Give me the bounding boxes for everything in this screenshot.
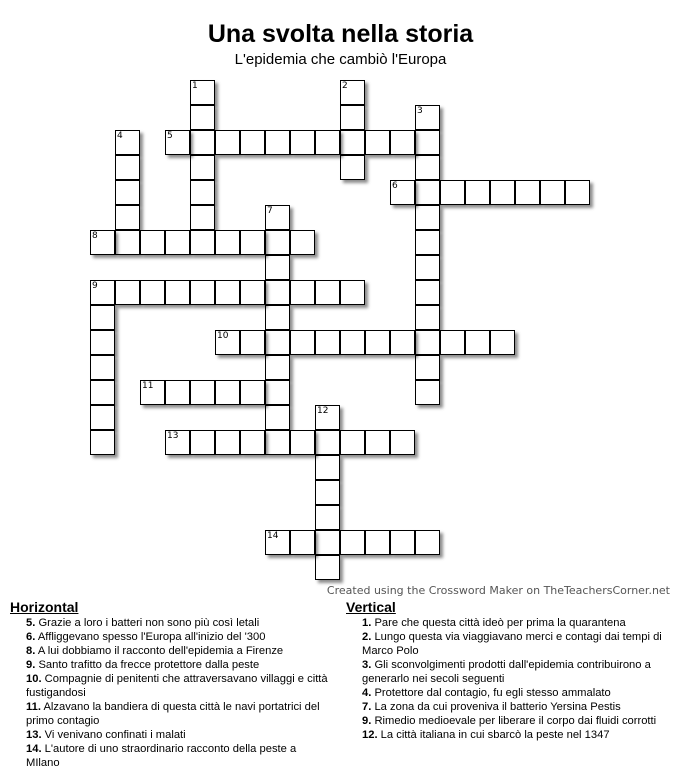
horizontal-heading: Horizontal — [10, 599, 79, 615]
clue-text: Rimedio medioevale per liberare il corpo dai fluidi corrotti — [374, 715, 657, 727]
grid-cell[interactable] — [290, 530, 315, 555]
puzzle-title: Una svolta nella storia — [207, 20, 474, 48]
grid-cell[interactable] — [315, 330, 340, 355]
clue-item — [346, 658, 676, 686]
clue-text: Gli sconvolgimenti prodotti dall'epidemia contribuirono a generarlo nei secoli seguenti — [362, 659, 651, 685]
grid-cell[interactable] — [190, 280, 215, 305]
grid-cell[interactable] — [165, 130, 190, 155]
credit-text: Created using the Crossword Maker on TheTeachersCorner.net — [326, 584, 670, 597]
grid-cell[interactable] — [190, 130, 215, 155]
cell-number: 12 — [317, 406, 329, 416]
cell-number: 14 — [267, 531, 279, 541]
grid-cell[interactable] — [340, 530, 365, 555]
grid-cell[interactable] — [190, 180, 215, 205]
grid-cell[interactable] — [415, 205, 440, 230]
grid-cell[interactable] — [465, 330, 490, 355]
grid-cell[interactable] — [240, 230, 265, 255]
grid-cell[interactable] — [165, 430, 190, 455]
grid-cell[interactable] — [90, 230, 115, 255]
grid-cell[interactable] — [490, 330, 515, 355]
grid-cell[interactable] — [90, 380, 115, 405]
grid-cell[interactable] — [440, 330, 465, 355]
grid-cell[interactable] — [190, 80, 215, 105]
grid-cell[interactable] — [390, 430, 415, 455]
grid-cell[interactable] — [140, 230, 165, 255]
clue-item — [10, 616, 330, 630]
grid-cell[interactable] — [340, 280, 365, 305]
grid-cell[interactable] — [265, 305, 290, 330]
vertical-clue-list — [346, 616, 676, 742]
grid-cell[interactable] — [190, 105, 215, 130]
grid-cell[interactable] — [265, 405, 290, 430]
grid-cell[interactable] — [240, 280, 265, 305]
clue-text: Affliggevano spesso l'Europa all'inizio del '300 — [37, 631, 266, 643]
grid-cell[interactable] — [190, 155, 215, 180]
grid-cell[interactable] — [90, 405, 115, 430]
clue-text: Compagnie di penitenti che attraversavano villaggi e città fustigandosi — [26, 673, 328, 699]
clue-number: 1. — [362, 617, 372, 629]
cell-number: 11 — [142, 381, 154, 391]
grid-cell[interactable] — [265, 230, 290, 255]
clue-text: A lui dobbiamo il racconto dell'epidemia a Firenze — [37, 645, 284, 657]
grid-cell[interactable] — [540, 180, 565, 205]
grid-cell[interactable] — [240, 330, 265, 355]
grid-cell[interactable] — [265, 530, 290, 555]
grid-cell[interactable] — [190, 205, 215, 230]
grid-cell[interactable] — [365, 330, 390, 355]
clue-number: 6. — [26, 631, 36, 643]
clue-number: 9. — [26, 659, 36, 671]
grid-cell[interactable] — [315, 480, 340, 505]
clue-item — [10, 644, 330, 658]
grid-cell[interactable] — [265, 355, 290, 380]
grid-cell[interactable] — [340, 80, 365, 105]
grid-cell[interactable] — [490, 180, 515, 205]
grid-cell[interactable] — [415, 180, 440, 205]
grid-cell[interactable] — [90, 280, 115, 305]
clue-number: 8. — [26, 645, 36, 657]
grid-cell[interactable] — [515, 180, 540, 205]
cell-number: 3 — [417, 106, 423, 116]
grid-cell[interactable] — [90, 305, 115, 330]
clue-item — [346, 686, 676, 700]
grid-cell[interactable] — [315, 430, 340, 455]
cell-number: 8 — [92, 231, 98, 241]
clue-item — [346, 714, 676, 728]
clue-number: 2. — [362, 631, 372, 643]
grid-cell[interactable] — [415, 305, 440, 330]
clue-number: 13. — [26, 729, 42, 741]
grid-cell[interactable] — [215, 380, 240, 405]
grid-cell[interactable] — [315, 555, 340, 580]
grid-cell[interactable] — [190, 230, 215, 255]
grid-cell[interactable] — [315, 130, 340, 155]
clue-number: 14. — [26, 743, 42, 755]
grid-cell[interactable] — [215, 130, 240, 155]
grid-cell[interactable] — [265, 330, 290, 355]
clue-item — [10, 742, 330, 770]
grid-cell[interactable] — [415, 355, 440, 380]
grid-cell[interactable] — [415, 130, 440, 155]
cell-number: 4 — [117, 131, 123, 141]
grid-cell[interactable] — [215, 330, 240, 355]
grid-cell[interactable] — [365, 530, 390, 555]
grid-cell[interactable] — [265, 130, 290, 155]
grid-cell[interactable] — [265, 255, 290, 280]
grid-cell[interactable] — [115, 280, 140, 305]
grid-cell[interactable] — [215, 280, 240, 305]
clue-number: 9. — [362, 715, 372, 727]
cell-number: 7 — [267, 206, 273, 216]
grid-cell[interactable] — [215, 230, 240, 255]
grid-cell[interactable] — [415, 105, 440, 130]
grid-cell[interactable] — [415, 530, 440, 555]
grid-cell[interactable] — [90, 355, 115, 380]
grid-cell[interactable] — [265, 205, 290, 230]
grid-cell[interactable] — [365, 430, 390, 455]
grid-cell[interactable] — [90, 430, 115, 455]
grid-cell[interactable] — [565, 180, 590, 205]
grid-cell[interactable] — [165, 380, 190, 405]
clue-item — [10, 630, 330, 644]
grid-cell[interactable] — [265, 430, 290, 455]
clue-number: 11. — [26, 701, 41, 713]
clue-number: 3. — [362, 659, 372, 671]
clue-number: 7. — [362, 701, 372, 713]
grid-cell[interactable] — [315, 280, 340, 305]
clue-item — [346, 700, 676, 714]
clue-item — [346, 630, 676, 658]
clue-text: L'autore di uno straordinario racconto della peste a MIlano — [26, 743, 297, 769]
horizontal-clue-list — [10, 616, 330, 770]
clue-number: 12. — [362, 729, 378, 741]
clue-text: Alzavano la bandiera di questa città le navi portatrici del primo contagio — [26, 701, 320, 727]
grid-cell[interactable] — [365, 130, 390, 155]
grid-cell[interactable] — [90, 330, 115, 355]
grid-cell[interactable] — [415, 280, 440, 305]
cell-number: 1 — [192, 81, 198, 91]
clue-text: La città italiana in cui sbarcò la peste nel 1347 — [380, 729, 610, 741]
grid-cell[interactable] — [290, 130, 315, 155]
grid-cell[interactable] — [465, 180, 490, 205]
grid-cell[interactable] — [340, 330, 365, 355]
grid-cell[interactable] — [415, 380, 440, 405]
vertical-heading: Vertical — [346, 599, 396, 615]
grid-cell[interactable] — [265, 280, 290, 305]
cell-number: 5 — [167, 131, 173, 141]
grid-cell[interactable] — [115, 130, 140, 155]
grid-cell[interactable] — [190, 430, 215, 455]
grid-cell[interactable] — [315, 530, 340, 555]
grid-cell[interactable] — [415, 155, 440, 180]
grid-cell[interactable] — [315, 455, 340, 480]
clue-text: Vi venivano confinati i malati — [44, 729, 186, 741]
grid-cell[interactable] — [240, 380, 265, 405]
clue-text: Protettore dal contagio, fu egli stesso ammalato — [374, 687, 611, 699]
grid-cell[interactable] — [340, 105, 365, 130]
grid-cell[interactable] — [290, 230, 315, 255]
clue-text: La zona da cui proveniva il batterio Yersina Pestis — [374, 701, 621, 713]
grid-cell[interactable] — [340, 130, 365, 155]
grid-cell[interactable] — [390, 330, 415, 355]
clue-item — [10, 658, 330, 672]
grid-cell[interactable] — [415, 230, 440, 255]
grid-cell[interactable] — [290, 430, 315, 455]
clue-item — [346, 616, 676, 630]
grid-cell[interactable] — [115, 180, 140, 205]
cell-number: 13 — [167, 431, 179, 441]
grid-cell[interactable] — [115, 155, 140, 180]
cell-number: 10 — [217, 331, 229, 341]
grid-cell[interactable] — [115, 230, 140, 255]
clue-number: 5. — [26, 617, 36, 629]
cell-number: 2 — [342, 81, 348, 91]
clue-number: 10. — [26, 673, 42, 685]
grid-cell[interactable] — [440, 180, 465, 205]
grid-cell[interactable] — [390, 530, 415, 555]
cell-number: 9 — [92, 281, 98, 291]
clue-text: Pare che questa città ideò per prima la quarantena — [374, 617, 626, 629]
clue-item — [346, 728, 676, 742]
grid-cell[interactable] — [315, 405, 340, 430]
grid-cell[interactable] — [390, 180, 415, 205]
grid-cell[interactable] — [165, 280, 190, 305]
grid-cell[interactable] — [415, 330, 440, 355]
clue-number: 4. — [362, 687, 372, 699]
grid-cell[interactable] — [340, 155, 365, 180]
grid-cell[interactable] — [290, 280, 315, 305]
grid-cell[interactable] — [140, 280, 165, 305]
cell-number: 6 — [392, 181, 398, 191]
grid-cell[interactable] — [190, 380, 215, 405]
clue-item — [10, 672, 330, 700]
grid-cell[interactable] — [290, 330, 315, 355]
grid-cell[interactable] — [340, 430, 365, 455]
grid-cell[interactable] — [240, 130, 265, 155]
grid-cell[interactable] — [240, 430, 265, 455]
grid-cell[interactable] — [140, 380, 165, 405]
grid-cell[interactable] — [390, 130, 415, 155]
grid-cell[interactable] — [165, 230, 190, 255]
grid-cell[interactable] — [315, 505, 340, 530]
grid-cell[interactable] — [215, 430, 240, 455]
grid-cell[interactable] — [415, 255, 440, 280]
clue-item — [10, 700, 330, 728]
clue-item — [10, 728, 330, 742]
puzzle-subtitle: L'epidemia che cambiò l'Europa — [234, 51, 447, 68]
clue-text: Grazie a loro i batteri non sono più così letali — [38, 617, 260, 629]
grid-cell[interactable] — [265, 380, 290, 405]
grid-cell[interactable] — [115, 205, 140, 230]
clue-text: Santo trafitto da frecce protettore dalla peste — [38, 659, 260, 671]
clue-text: Lungo questa via viaggiavano merci e contagi dai tempi di Marco Polo — [362, 631, 662, 657]
